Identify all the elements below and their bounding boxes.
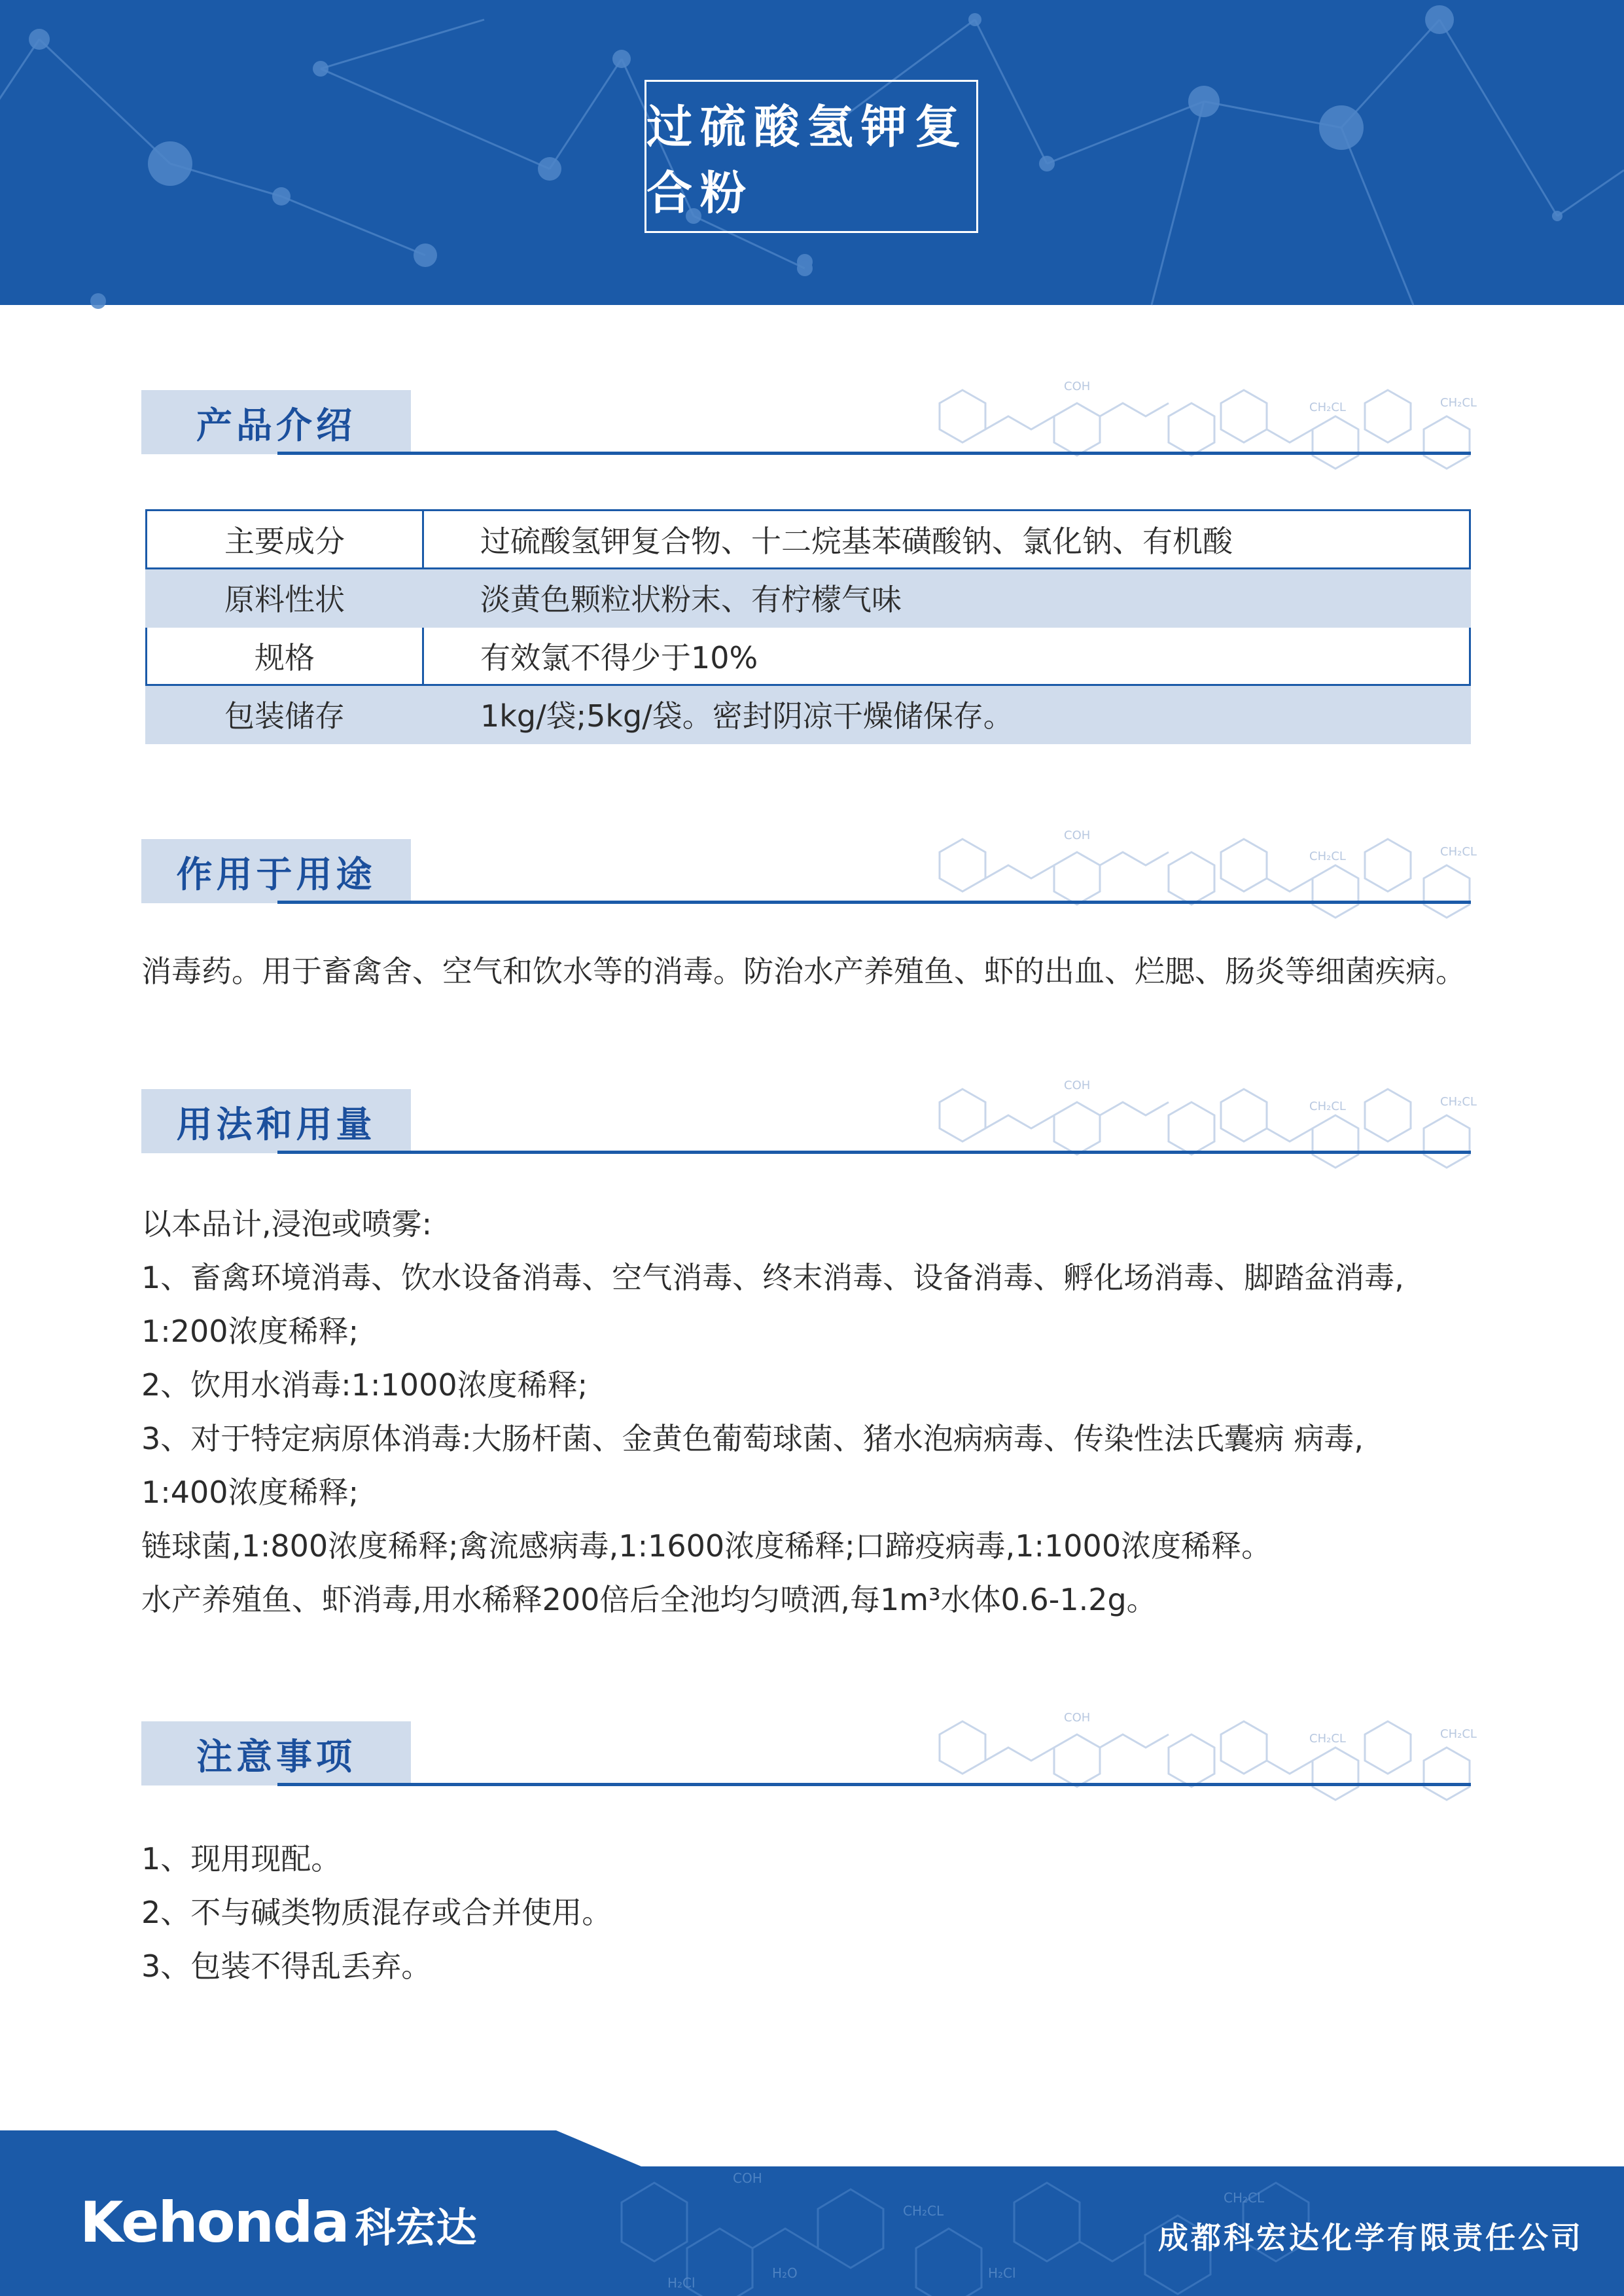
svg-text:CH₂CL: CH₂CL <box>903 2203 944 2219</box>
svg-text:CH₂CL: CH₂CL <box>1440 845 1477 859</box>
notes-text-block <box>141 1832 1489 1993</box>
table-row <box>147 685 1470 744</box>
company-logo <box>80 2190 477 2255</box>
logo-text-en: Kehonda <box>80 2190 349 2255</box>
usage-paragraph: 消毒药。用于畜禽舍、空气和饮水等的消毒。防治水产养殖鱼、虾的出血、烂腮、肠炎等细菌疾病。 <box>141 954 1466 989</box>
table-cell-value: 淡黄色颗粒状粉末、有柠檬气味 <box>423 569 1470 627</box>
section-tab-usage <box>141 839 411 903</box>
notes-line: 2、不与碱类物质混存或合并使用。 <box>141 1895 612 1930</box>
svg-text:H₂O: H₂O <box>772 2265 798 2281</box>
section-divider <box>277 901 1471 904</box>
svg-text:COH: COH <box>1064 1079 1091 1092</box>
section-header-notes <box>141 1711 1477 1787</box>
company-name: 成都科宏达化学有限责任公司 <box>1158 2220 1583 2255</box>
svg-text:COH: COH <box>1064 1711 1091 1725</box>
section-tab-dosage <box>141 1089 411 1153</box>
spec-table <box>145 509 1471 744</box>
svg-text:CH₂CL: CH₂CL <box>1440 1095 1477 1109</box>
dosage-line: 水产养殖鱼、虾消毒,用水稀释200倍后全池均匀喷洒,每1m³水体0.6-1.2g。 <box>141 1582 1157 1617</box>
svg-text:CH₂CL: CH₂CL <box>1309 401 1346 414</box>
chemical-structure-decoration <box>936 826 1477 905</box>
section-title-intro: 产品介绍 <box>196 404 356 446</box>
notes-line: 1、现用现配。 <box>141 1841 342 1876</box>
table-cell-label: 主要成分 <box>147 511 423 569</box>
section-title-dosage: 用法和用量 <box>176 1103 376 1145</box>
table-row <box>147 627 1470 685</box>
section-tab-notes <box>141 1721 411 1785</box>
table-row <box>147 569 1470 627</box>
svg-text:CH₂CL: CH₂CL <box>1309 1732 1346 1746</box>
header-banner <box>0 0 1624 305</box>
svg-text:H₂Cl: H₂Cl <box>667 2275 696 2291</box>
table-cell-label: 包装储存 <box>147 685 423 744</box>
section-header-usage <box>141 829 1477 905</box>
product-title-box <box>644 80 978 233</box>
section-divider <box>277 1783 1471 1786</box>
section-divider <box>277 1151 1471 1154</box>
section-title-notes: 注意事项 <box>196 1735 356 1778</box>
logo-text-cn: 科宏达 <box>355 2204 477 2251</box>
chemical-structure-decoration <box>936 377 1477 456</box>
svg-text:COH: COH <box>1064 829 1091 842</box>
dosage-line: 2、饮用水消毒:1:1000浓度稀释; <box>141 1367 588 1403</box>
table-cell-label: 原料性状 <box>147 569 423 627</box>
svg-text:CH₂CL: CH₂CL <box>1440 396 1477 410</box>
table-cell-label: 规格 <box>147 627 423 685</box>
chemical-structure-decoration <box>936 1708 1477 1787</box>
table-cell-value: 有效氯不得少于10% <box>423 627 1470 685</box>
table-cell-value: 过硫酸氢钾复合物、十二烷基苯磺酸钠、氯化钠、有机酸 <box>423 511 1470 569</box>
svg-text:COH: COH <box>733 2170 762 2186</box>
svg-text:COH: COH <box>1064 380 1091 393</box>
dosage-line: 1:400浓度稀释; <box>141 1475 359 1510</box>
dosage-line: 1、畜禽环境消毒、饮水设备消毒、空气消毒、终末消毒、设备消毒、孵化场消毒、脚踏盆消毒, <box>141 1260 1404 1295</box>
section-header-intro <box>141 380 1477 456</box>
chemical-structure-decoration <box>936 1076 1477 1155</box>
svg-text:CH₂CL: CH₂CL <box>1224 2190 1265 2206</box>
svg-text:H₂Cl: H₂Cl <box>988 2265 1016 2281</box>
dosage-line: 链球菌,1:800浓度稀释;禽流感病毒,1:1600浓度稀释;口蹄疫病毒,1:1000浓度稀释。 <box>141 1528 1272 1564</box>
section-header-dosage <box>141 1079 1477 1155</box>
dosage-line: 1:200浓度稀释; <box>141 1314 359 1349</box>
dosage-line: 以本品计,浸泡或喷雾: <box>141 1206 432 1242</box>
section-divider <box>277 452 1471 455</box>
section-title-usage: 作用于用途 <box>176 853 376 895</box>
dosage-line: 3、对于特定病原体消毒:大肠杆菌、金黄色葡萄球菌、猪水泡病病毒、传染性法氏囊病 病毒, <box>141 1421 1364 1456</box>
svg-text:CH₂CL: CH₂CL <box>1309 850 1346 863</box>
table-row <box>147 511 1470 569</box>
section-tab-intro <box>141 390 411 454</box>
product-title: 过硫酸氢钾复合粉 <box>646 100 968 220</box>
dosage-text-block <box>141 1197 1489 1626</box>
table-cell-value: 1kg/袋;5kg/袋。密封阴凉干燥储保存。 <box>423 685 1470 744</box>
notes-line: 3、包装不得乱丢弃。 <box>141 1948 432 1984</box>
svg-text:CH₂CL: CH₂CL <box>1440 1727 1477 1741</box>
svg-text:CH₂CL: CH₂CL <box>1309 1100 1346 1113</box>
